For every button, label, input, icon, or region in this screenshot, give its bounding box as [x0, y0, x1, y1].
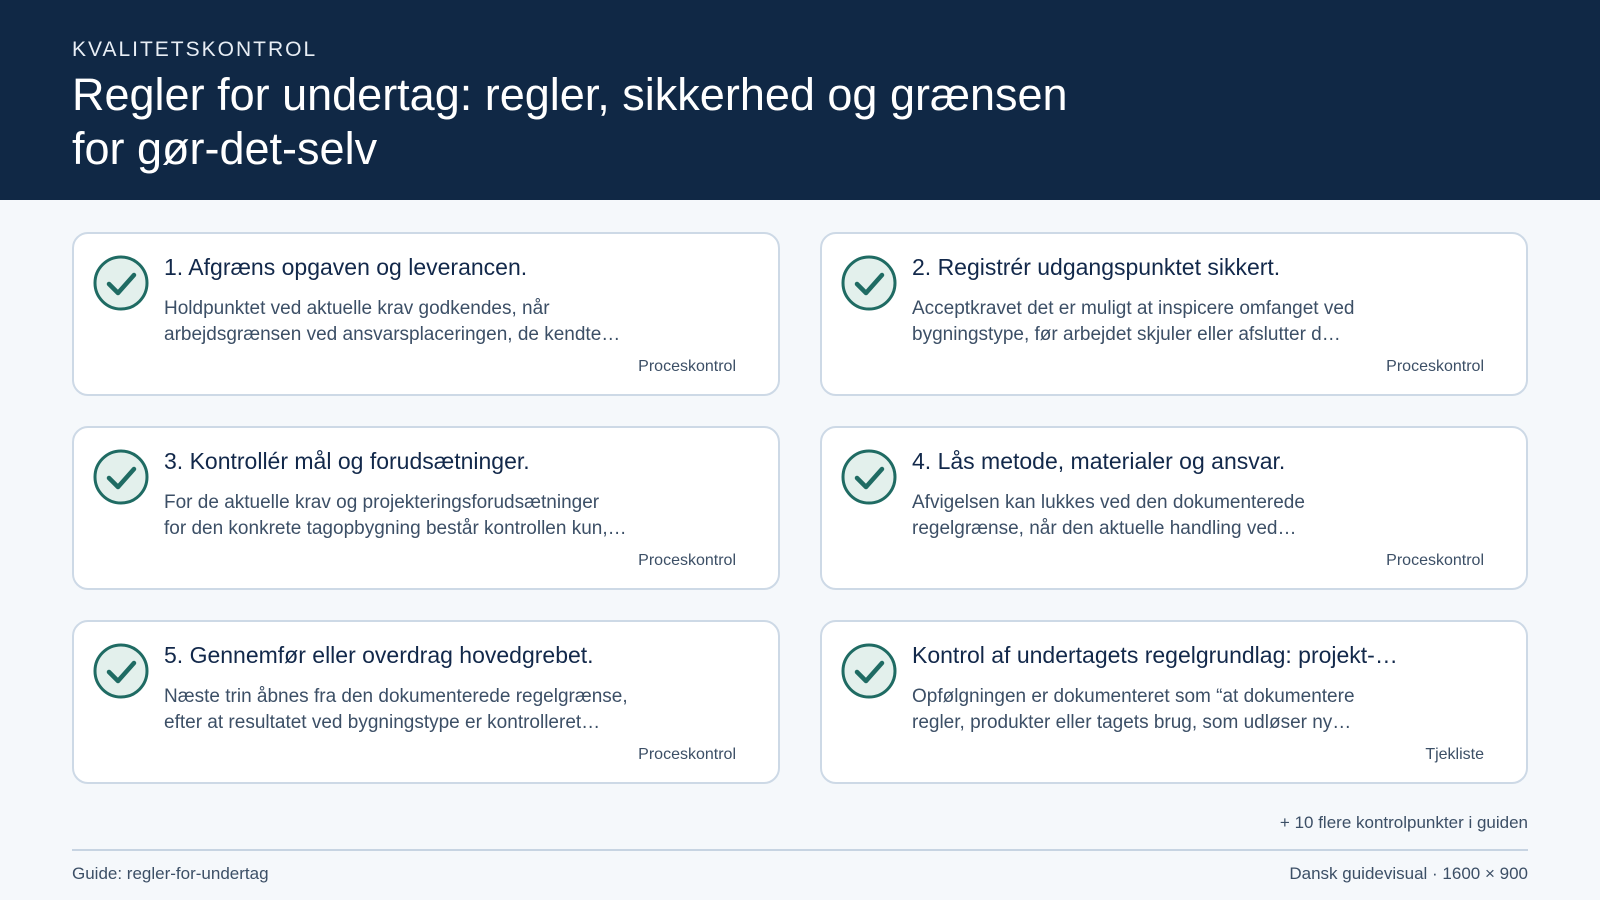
card-title: 4. Lås metode, materialer og ansvar.	[912, 448, 1286, 474]
card-title: 1. Afgræns opgaven og leverancen.	[164, 254, 528, 280]
footer-credit: Dansk guidevisual · 1600 × 900	[1289, 864, 1528, 883]
card-category-tag: Proceskontrol	[638, 552, 736, 569]
card-description	[164, 296, 684, 348]
footer-guide-label: Guide: regler-for-undertag	[72, 864, 269, 883]
card-title: Kontrol af undertagets regelgrundlag: projekt-…	[912, 642, 1398, 668]
check-circle-icon	[92, 254, 150, 312]
checkpoint-card[interactable]	[820, 232, 1528, 396]
card-title: 5. Gennemfør eller overdrag hovedgrebet.	[164, 642, 594, 668]
eyebrow-label: KVALITETSKONTROL	[72, 38, 318, 61]
card-description-line: Næste trin åbnes fra den dokumenterede regelgrænse,	[164, 686, 628, 707]
card-description	[912, 490, 1432, 542]
card-category-tag: Proceskontrol	[1386, 358, 1484, 375]
card-description-line: regler, produkter eller tagets brug, som udløser ny…	[912, 712, 1352, 733]
card-description-line: Opfølgningen er dokumenteret som “at dokumentere	[912, 686, 1355, 707]
card-description-line: For de aktuelle krav og projekteringsforudsætninger	[164, 492, 600, 513]
checkpoint-card[interactable]	[72, 232, 780, 396]
card-description-line: regelgrænse, når den aktuelle handling ved…	[912, 518, 1297, 539]
checkpoint-card[interactable]	[820, 620, 1528, 784]
check-circle-icon	[840, 448, 898, 506]
footer-divider	[72, 849, 1528, 851]
card-description-line: Acceptkravet det er muligt at inspicere omfanget ved	[912, 298, 1355, 319]
card-description-line: bygningstype, før arbejdet skjuler eller afslutter d…	[912, 324, 1341, 345]
card-title: 3. Kontrollér mål og forudsætninger.	[164, 448, 530, 474]
card-description-line: for den konkrete tagopbygning består kontrollen kun,…	[164, 518, 627, 539]
card-category-tag: Proceskontrol	[1386, 552, 1484, 569]
card-description-line: efter at resultatet ved bygningstype er kontrolleret…	[164, 712, 601, 733]
check-circle-icon	[92, 448, 150, 506]
page-title: Regler for undertag: regler, sikkerhed og grænsen for gør-det-selv	[72, 69, 1068, 174]
card-description	[912, 684, 1432, 736]
check-circle-icon	[840, 254, 898, 312]
card-description	[912, 296, 1432, 348]
checkpoint-card[interactable]	[820, 426, 1528, 590]
card-title: 2. Registrér udgangspunktet sikkert.	[912, 254, 1281, 280]
card-description	[164, 490, 684, 542]
card-category-tag: Tjekliste	[1425, 746, 1484, 763]
check-circle-icon	[92, 642, 150, 700]
checkpoint-card[interactable]	[72, 426, 780, 590]
check-circle-icon	[840, 642, 898, 700]
card-description	[164, 684, 684, 736]
checkpoint-card[interactable]	[72, 620, 780, 784]
more-checkpoints-link[interactable]: + 10 flere kontrolpunkter i guiden	[1279, 813, 1528, 832]
page-header	[0, 0, 1600, 200]
card-description-line: Afvigelsen kan lukkes ved den dokumenterede	[912, 492, 1305, 513]
card-category-tag: Proceskontrol	[638, 746, 736, 763]
card-description-line: arbejdsgrænsen ved ansvarsplaceringen, de kendte…	[164, 324, 621, 345]
card-description-line: Holdpunktet ved aktuelle krav godkendes, når	[164, 298, 550, 319]
card-category-tag: Proceskontrol	[638, 358, 736, 375]
